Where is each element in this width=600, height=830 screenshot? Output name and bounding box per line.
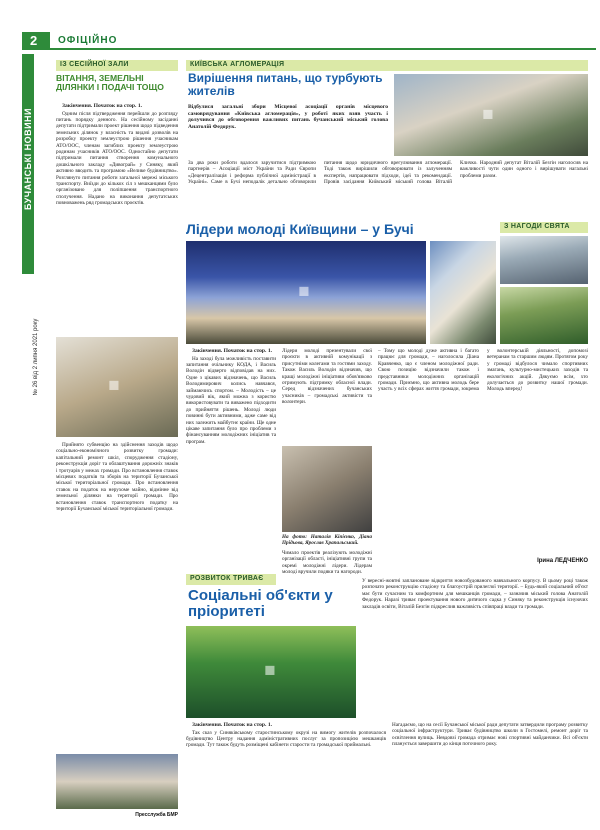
section-title: ОФІЦІЙНО <box>58 35 118 46</box>
left-body-top <box>56 103 178 335</box>
social-lead: Закінчення. Початок на стор. 1. <box>192 722 273 728</box>
kyiv-photo <box>394 74 588 156</box>
left-photo-bottom <box>56 754 178 809</box>
youth-photo-main <box>186 241 426 344</box>
youth-photo-small <box>430 241 496 344</box>
social-photo <box>186 626 356 718</box>
holiday-author: Ірина ЛЕДЧЕНКО <box>537 558 588 564</box>
left-tag: ІЗ СЕСІЙНОЇ ЗАЛИ <box>56 60 178 71</box>
photo-icon: ◼ <box>482 106 494 122</box>
youth-headline: Лідери молоді Київщини – у Бучі <box>186 221 414 237</box>
kyiv-body: За два роки роботи вдалося заручитися підтримкою партнерів – Асоціації міст України та Ради Європи «Децентралізація і реформа публічної адміністрації в Україні». Саме в Бучі неподалік детально обговорили питання щодо юридичного врегулювання агломерації. Тоді також вирішили обговорювати із залученням експертів, напрацювати підходи, ідеї та рекомендації. Провів засідання Київський міський голова Віталій Кличко. Народний депутат Віталій Безгін наголосив на важливості чути один одного і вирішувати нагальні проблеми разом. <box>188 160 588 186</box>
youth-col3: Чимало проектів реалізують молодіжні організації області, ініціативні групи та окремі молодіжні лідери. Лідерам молоді вручили подяки та нагороди. <box>282 550 372 576</box>
youth-col1-text: На заході була можливість поставити запитання очільнику КОДА, і Василь Володін відверто відповідав на них. Одне з цікавих відзначень, що Василь Володимирович колись навчався, займаючись спортом. – Молодість – це чудовий вік, який можна з користю використовувати та виважено підходити до прийняття рішень. Молоді люди повинні бути активними, адже саме від них залежить майбутнє країни. Ще одне цікаве запитання було про проблеми з фінансуванням молодіжних ініціатив та програм. <box>186 355 276 445</box>
holiday-photo-1 <box>500 236 588 284</box>
left-body1: Одним після підтвердження перейшли до розгляду питань порядку денного. На сесійному засіданні депутати підтримали проект рішення щодо підведення земельних ділянок у власність та видачі дозволів на розробку проекту землеустрою рішення учасникам АТО/ООС, членам загиблих проекту землеустрою родинам учасників АТО/ООС. Одностайно депутати підтримали питання створення комунального дошкільного закладу «Дивограй» у Синяку, який активно вводить та програмою «Велике будівництво». Розглянуто питання роботи загальної мережі міського транспорту. Виїзди до кількох сіл з мешканцями було організовано для поліпшення транспортного сполучення. Надано на виконання депутатських повноважень ряд громадських проєктів. <box>56 110 178 207</box>
holiday-photo-2 <box>500 287 588 344</box>
newspaper-name: БУЧАНСЬКІ НОВИНИ <box>23 107 33 211</box>
left-headline: ВІТАННЯ, ЗЕМЕЛЬНІ ДІЛЯНКИ І ПОДАЧІ ТОЩО <box>56 73 164 93</box>
header-bar <box>22 32 596 50</box>
social-col2: У вересні-жовтні заплановане відкриття новозбудованого навчального корпусу. В цьому році також розпочато реконструкцію стадіону та благоустрій прилеглої території. – Будь-який соціальний об'єкт має бути сучасним та комфортним для мешканців громади, – зазначив міський голова Анатолій Федорук. Наразі триває проектування нового дитячого садка у Синяку та реконструкція існуючих закладів освіти, Віталій Безгін підкреслив важливість співпраці влади та громади. <box>362 578 588 610</box>
left-body2: Прийнято субвенцію на здійснення заходів щодо соціально-економічного розвитку громади: капітальний ремонт шкіл, спорудження стадіону, реконструкція доріг та облаштування дорожніх знаків і тротуарів у межах громади. Про встановлення ставок місцевих податків та зборів на території Бучанської міської територіальної громади. Про встановлення ставок на податок на нерухоме майно, відмінне від земельної ділянки на території громади. Про встановлення ставок транспортного податку на території Бучанської міської територіальної громади. <box>56 442 178 513</box>
vertical-masthead <box>22 54 48 824</box>
youth-col1 <box>186 348 276 568</box>
social-col3: Нагадаємо, що на сесії Бучанської міської ради депутати затвердили програму розвитку соціальної інфраструктури. Триває будівництво школи в Гостомелі, ремонт доріг та освітлення вулиць. Невдовзі громада отримає нові спортивні майданчики. Всі об'єкти планується завершити до кінця поточного року. <box>392 722 588 748</box>
youth-col2: Лідери молоді презентували свої проєкти в активній комунікації з присутніми колегами та гостями заходу. Також Василь Володін відзначив, що кращі молодіжні ініціативи обов'язково отримують підтримку обласної влади. Серед відзначених бучанських учасників – громадські активісти та волонтери. <box>282 348 372 406</box>
left-photo <box>56 337 178 437</box>
kyiv-lead: Відбулися загальні збори Місцевої асоціації органів місцевого самоврядування «Київська агломерація», у роботі яких взяв участь і долучився до обговорення важливих питань бучанський міський голова Анатолій Федорук. <box>188 104 388 130</box>
page-number: 2 <box>30 33 38 48</box>
holiday-body: – Тому що молоді дуже активна і багато працює для громади, – наголосила Діана Кравченко, що є членом молодіжної ради. Свою позицію відзначили також і представники молодіжних організацій громади. Приємно, що активна молодь бере участь у всіх сферах життя громади, зокрема у волонтерській діяльності, допомозі ветеранам та старшим людям. Протягом року у громаді відбулося чимало спортивних змагань, культурно-мистецьких заходів та екологічних акцій. Дякуємо всім, хто долучається до розвитку нашої громади. Молодь вперед! <box>378 348 588 393</box>
photo-icon: ◼ <box>298 283 310 299</box>
youth-lead: Закінчення. Початок на стор. 1. <box>192 348 273 354</box>
left-lead: Закінчення. Початок на стор. 1. <box>62 103 143 109</box>
photo-icon: ◼ <box>108 377 120 393</box>
kyiv-tag: КИЇВСЬКА АГЛОМЕРАЦІЯ <box>186 60 588 71</box>
social-tag: РОЗВИТОК ТРИВАЄ <box>186 574 276 585</box>
social-body: Так сказ у Синяківському старостинському окрузі на вимогу жителів розпочалося будівництво Центру надання адміністративних послуг за пропозицією мешканців громади. Тут також будуть розміщені кабінети старости та громадської приймальні. <box>186 729 386 749</box>
left-credit: Пресслужба БМР <box>135 812 178 818</box>
youth-caption: На фото: Наталія Кіпієнко, Діана Прідьова, Ярослав Храпальський. <box>282 534 372 547</box>
social-body-box <box>186 722 386 812</box>
youth-photo-people <box>282 446 372 532</box>
kyiv-headline: Вирішення питань, що турбують жителів <box>188 71 383 98</box>
photo-icon: ◼ <box>264 662 276 678</box>
header-rule <box>22 48 596 50</box>
holiday-tag: З НАГОДИ СВЯТА <box>500 222 588 233</box>
left-body-bottom <box>56 442 178 750</box>
social-headline: Соціальні об'єкти у пріоритеті <box>188 587 333 620</box>
issue-date: № 26 від 2 липня 2021 року <box>33 318 39 396</box>
